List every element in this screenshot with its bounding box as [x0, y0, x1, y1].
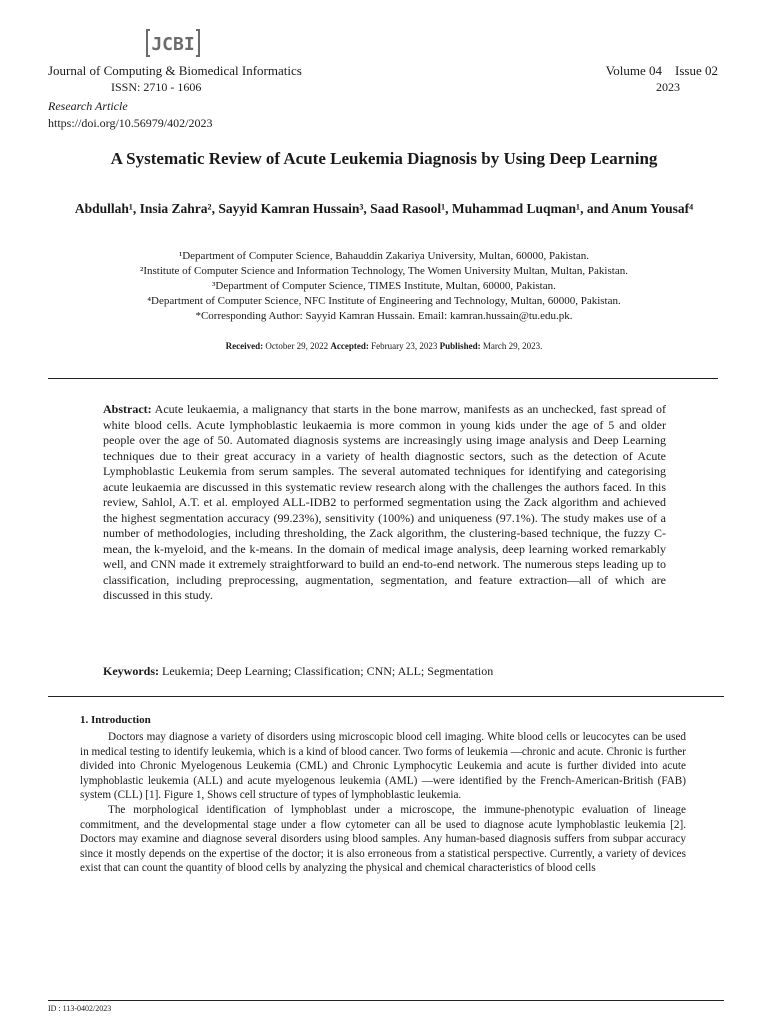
published-date: March 29, 2023.: [482, 341, 543, 351]
journal-logo: [146, 28, 200, 58]
affiliation-3: ³Department of Computer Science, TIMES Institute, Multan, 60000, Pakistan.: [212, 280, 556, 292]
publication-dates: [40, 340, 728, 352]
affiliations: [40, 249, 728, 324]
affiliation-2: ²Institute of Computer Science and Information Technology, The Women University Multan, Multan, Pakistan.: [140, 265, 628, 277]
volume-issue: Volume 04 Issue 02: [605, 63, 718, 78]
footer-divider: [48, 1000, 724, 1001]
author-list: Abdullah¹, Insia Zahra², Sayyid Kamran Hussain³, Saad Rasool¹, Muhammad Luqman¹, and Anum Yousaf⁴: [74, 201, 694, 216]
received-label: Received:: [225, 341, 264, 351]
doi-link[interactable]: https://doi.org/10.56979/402/2023: [48, 116, 213, 130]
keywords-label: Keywords:: [103, 664, 159, 678]
corresponding-author: *Corresponding Author: Sayyid Kamran Hussain. Email: kamran.hussain@tu.edu.pk.: [195, 310, 573, 322]
logo-text: JCBI: [151, 34, 195, 55]
journal-name: Journal of Computing & Biomedical Informatics: [48, 63, 302, 78]
introduction-body: [80, 730, 686, 876]
year: 2023: [656, 80, 680, 94]
article-type: Research Article: [48, 99, 128, 113]
accepted-date: February 23, 2023: [371, 341, 438, 351]
issn: ISSN: 2710 - 1606: [111, 80, 202, 94]
keywords-text: Leukemia; Deep Learning; Classification; CNN; ALL; Segmentation: [162, 664, 494, 678]
paper-title: A Systematic Review of Acute Leukemia Diagnosis by Using Deep Learning: [110, 149, 658, 168]
paragraph: The morphological identification of lymphoblast under a microscope, the immune-phenotypic evaluation of lineage commitment, and the developmental stage under a flow cytometer can all be used to diagnose acute lymphoblastic leukemia [2]. Doctors may examine and diagnose several disorders using blood samples. Any human-based diagnosis suffers from subpar accuracy since it mostly depends on the expertise of the doctor; it is also erroneous from a statistical perspective. Currently, a variety of devices exist that can count the quantity of blood cells by analyzing the physical and chemical characteristics of blood cells: [80, 803, 686, 875]
footer-id: ID : 113-0402/2023: [48, 1004, 112, 1013]
affiliation-1: ¹Department of Computer Science, Bahauddin Zakariya University, Multan, 60000, Pakistan.: [178, 250, 590, 262]
affiliation-4: ⁴Department of Computer Science, NFC Institute of Engineering and Technology, Multan, 60000, Pakistan.: [147, 295, 621, 307]
abstract-text: Acute leukaemia, a malignancy that starts in the bone marrow, manifests as an unchecked, fast spread of white blood cells. Acute lymphoblastic leukaemia is more common in young kids under the age of 5 and older people over the age of 50. Automated diagnosis systems are increasingly using image analysis and Deep Learning techniques due to their great accuracy in a variety of health diagnostic sectors, such as the detection of Acute Lymphoblastic Leukemia from serum samples. The several automated techniques for identifying and categorising acute leukaemia are discussed in this systematic review research along with the challenges the authors faced. In this review, Sahlol, A.T. et al. employed ALL-IDB2 to performed segmentation using the Zack algorithm and achieved the highest segmentation accuracy (99.23%), sensitivity (100%) and uniqueness (97.1%). The study makes use of a number of methodologies, including thresholding, the Zack algorithm, the clustering-based technique, the fuzzy C-mean, the k-myeloid, and the k-means. In the domain of medical image analysis, deep learning worked remarkably well, and CNN made it extremely straightforward to build an end-to-end network. The numerous steps leading up to classification, including preprocessing, augmentation, segmentation, and feature extraction—all of which are discussed in this study.: [103, 402, 666, 602]
divider: [48, 696, 724, 697]
published-label: Published:: [439, 341, 481, 351]
keywords: [103, 664, 666, 679]
section-heading: 1. Introduction: [80, 714, 151, 726]
abstract: [103, 402, 666, 604]
received-date: October 29, 2022: [265, 341, 329, 351]
paragraph: Doctors may diagnose a variety of disorders using microscopic blood cell imaging. White blood cells or leucocytes can be used in medical testing to identify leukemia, which is a kind of blood cancer. Two forms of leukemia —chronic and acute. Chronic is further divided into Chronic Myelogenous Leukemia (CML) and Chronic Lymphocytic Leukemia and acute is further divided into acute lymphoblastic leukemia (ALL) and acute myelogenous leukemia (AML) —were identified by the French-American-British (FAB) system (CLL) [1]. Figure 1, Shows cell structure of types of lymphoblastic leukemia.: [80, 731, 686, 802]
divider: [48, 378, 718, 379]
abstract-label: Abstract:: [103, 402, 152, 416]
accepted-label: Accepted:: [330, 341, 369, 351]
